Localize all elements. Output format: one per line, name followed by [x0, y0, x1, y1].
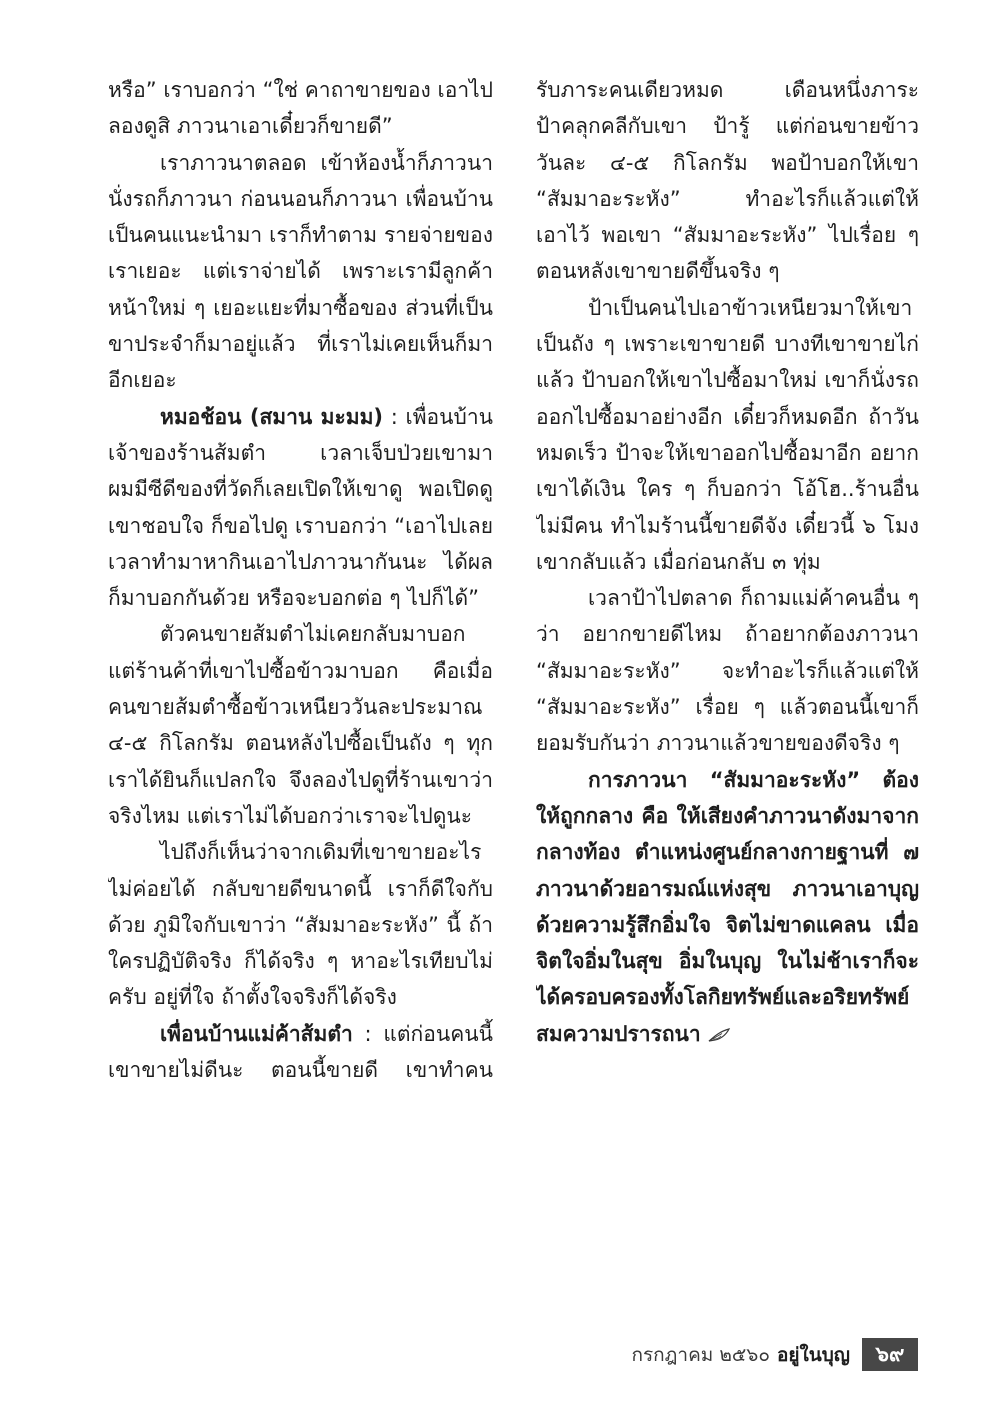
text-line: ป้าเป็นคนไปเอาข้าวเหนียวมาให้เขา: [588, 295, 913, 320]
text-line: เขาชอบใจ ก็ขอไปดู เราบอกว่า “เอาไปเลย: [108, 513, 493, 538]
text-line: ไม่ค่อยได้ กลับขายดีขนาดนี้ เราก็ดีใจกับ: [108, 876, 493, 901]
text-line: ตอนหลังเขาขายดีขึ้นจริง ๆ: [536, 259, 780, 284]
text-line: การภาวนา “สัมมาอะระหัง” ต้อง: [588, 767, 919, 792]
text-line: ด้วยความรู้สึกอิ่มใจ จิตไม่ขาดแคลน เมื่อ: [536, 912, 919, 937]
text-line: แล้ว ป้าบอกให้เขาไปซื้อมาใหม่ เขาก็นั่งรถ: [536, 368, 919, 393]
text-line: [108, 1016, 493, 1052]
text-line: ใครปฏิบัติจริง ก็ได้จริง ๆ หาอะไรเทียบไม่: [108, 949, 493, 974]
text-line: ภาวนาด้วยอารมณ์แห่งสุข ภาวนาเอาบุญ: [536, 876, 919, 901]
text-line: กลางท้อง ตำแหน่งศูนย์กลางกายฐานที่ ๗: [536, 840, 919, 865]
text-fragment: : เพื่อนบ้าน: [390, 404, 493, 429]
text-line: [536, 1016, 919, 1052]
text-line: ผมมีซีดีของที่วัดก็เลยเปิดให้เขาดู พอเปิดดู: [108, 477, 493, 502]
text-fragment: สมความปรารถนา: [536, 1021, 701, 1046]
text-line: ไปถึงก็เห็นว่าจากเดิมที่เขาขายอะไร: [160, 840, 482, 865]
magazine-title: อยู่ในบุญ: [776, 1343, 850, 1366]
text-line: เราได้ยินก็แปลกใจ จึงลองไปดูที่ร้านเขาว่า: [108, 767, 493, 792]
text-line: ตัวคนขายส้มตำไม่เคยกลับมาบอก: [160, 622, 466, 647]
paragraph: [536, 290, 919, 580]
issue-date: กรกฎาคม ๒๕๖๐: [631, 1343, 770, 1366]
speaker-name: หมอช้อน (สมาน มะมม): [160, 404, 384, 429]
text-line: ว่า อยากขายดีไหม ถ้าอยากต้องภาวนา: [536, 622, 919, 647]
paragraph: [108, 1016, 493, 1089]
text-line: จิตใจอิ่มในสุข อิ่มในบุญ ในไม่ช้าเราก็จะ: [536, 949, 919, 974]
text-line: [108, 399, 493, 435]
text-line: เป็นคนแนะนำมา เราก็ทำตาม รายจ่ายของ: [108, 223, 493, 248]
text-line: ไม่มีคน ทำไมร้านนี้ขายดีจัง เดี๋ยวนี้ ๖ โมง: [536, 513, 919, 538]
text-line: เขาได้เงิน ใคร ๆ ก็บอกว่า โอ้โฮ..ร้านอื่น: [536, 477, 919, 502]
paragraph: [108, 72, 493, 145]
text-line: เวลาทำมาหากินเอาไปภาวนากันนะ ได้ผล: [108, 549, 493, 574]
text-line: วันละ ๔-๕ กิโลกรัม พอป้าบอกให้เขา: [536, 150, 919, 175]
paragraph: [536, 580, 919, 761]
text-line: ให้ถูกกลาง คือ ให้เสียงคำภาวนาดังมาจาก: [536, 803, 919, 828]
text-line: อีกเยอะ: [108, 368, 177, 393]
text-line: ยอมรับกันว่า ภาวนาแล้วขายของดีจริง ๆ: [536, 731, 900, 756]
text-line: เราเยอะ แต่เราจ่ายได้ เพราะเรามีลูกค้า: [108, 259, 493, 284]
text-line: แต่ร้านค้าที่เขาไปซื้อข้าวมาบอก คือเมื่อ: [108, 658, 493, 683]
text-line: เวลาป้าไปตลาด ก็ถามแม่ค้าคนอื่น ๆ: [588, 586, 919, 611]
text-line: หน้าใหม่ ๆ เยอะแยะที่มาซื้อของ ส่วนที่เป็น: [108, 295, 493, 320]
paragraph: [536, 72, 919, 290]
text-line: ป้าคลุกคลีกับเขา ป้ารู้ แต่ก่อนขายข้าว: [536, 114, 919, 139]
text-fragment: : แต่ก่อนคนนี้: [364, 1021, 493, 1046]
text-line: เราภาวนาตลอด เข้าห้องน้ำก็ภาวนา: [160, 150, 493, 175]
text-line: เขาขายไม่ดีนะ ตอนนี้ขายดี เขาทำคน: [108, 1058, 493, 1083]
text-line: จริงไหม แต่เราไม่ได้บอกว่าเราจะไปดูนะ: [108, 803, 473, 828]
text-line: ๔-๕ กิโลกรัม ตอนหลังไปซื้อเป็นถัง ๆ ทุก: [108, 731, 493, 756]
paragraph: [108, 616, 493, 834]
end-mark-icon: [707, 1027, 731, 1043]
text-line: ครับ อยู่ที่ใจ ถ้าตั้งใจจริงก็ได้จริง: [108, 985, 397, 1010]
text-line: ขาประจำก็มาอยู่แล้ว ที่เราไม่เคยเห็นก็มา: [108, 332, 493, 357]
text-line: ก็มาบอกกันด้วย หรือจะบอกต่อ ๆ ไปก็ได้”: [108, 586, 480, 611]
conclusion-paragraph: [536, 762, 919, 1052]
text-line: ด้วย ภูมิใจกับเขาว่า “สัมมาอะระหัง” นี้ ถ้า: [108, 912, 493, 937]
right-column: [536, 72, 919, 1052]
text-line: เป็นถัง ๆ เพราะเขาขายดี บางทีเขาขายไก่: [536, 332, 919, 357]
text-line: “สัมมาอะระหัง” เรื่อย ๆ แล้วตอนนี้เขาก็: [536, 695, 919, 720]
paragraph: [108, 399, 493, 617]
text-line: “สัมมาอะระหัง” จะทำอะไรก็แล้วแต่ให้: [536, 658, 919, 683]
text-line: นั่งรถก็ภาวนา ก่อนนอนก็ภาวนา เพื่อนบ้าน: [108, 186, 493, 211]
text-line: ได้ครอบครองทั้งโลกิยทรัพย์และอริยทรัพย์: [536, 985, 910, 1010]
text-line: ออกไปซื้อมาอย่างอีก เดี๋ยวก็หมดอีก ถ้าวัน: [536, 404, 919, 429]
paragraph: [108, 145, 493, 399]
page-footer: [560, 1338, 918, 1371]
text-line: ลองดูสิ ภาวนาเอาเดี๋ยวก็ขายดี”: [108, 114, 393, 139]
text-line: “สัมมาอะระหัง” ทำอะไรก็แล้วแต่ให้: [536, 186, 919, 211]
text-line: คนขายส้มตำซื้อข้าวเหนียววันละประมาณ: [108, 695, 483, 720]
text-line: หมดเร็ว ป้าจะให้เขาออกไปซื้อมาอีก อยาก: [536, 440, 919, 465]
text-line: เจ้าของร้านส้มตำ เวลาเจ็บป่วยเขามา: [108, 440, 493, 465]
text-line: เขากลับแล้ว เมื่อก่อนกลับ ๓ ทุ่ม: [536, 549, 821, 574]
text-line: รับภาระคนเดียวหมด เดือนหนึ่งภาระ: [536, 78, 919, 102]
text-line: หรือ” เราบอกว่า “ใช่ คาถาขายของ เอาไป: [108, 78, 493, 102]
speaker-name: เพื่อนบ้านแม่ค้าส้มตำ: [160, 1021, 353, 1046]
text-line: เอาไว้ พอเขา “สัมมาอะระหัง” ไปเรื่อย ๆ: [536, 223, 919, 248]
paragraph: [108, 834, 493, 1015]
page-number: ๖๙: [862, 1338, 918, 1371]
left-column: [108, 72, 493, 1088]
